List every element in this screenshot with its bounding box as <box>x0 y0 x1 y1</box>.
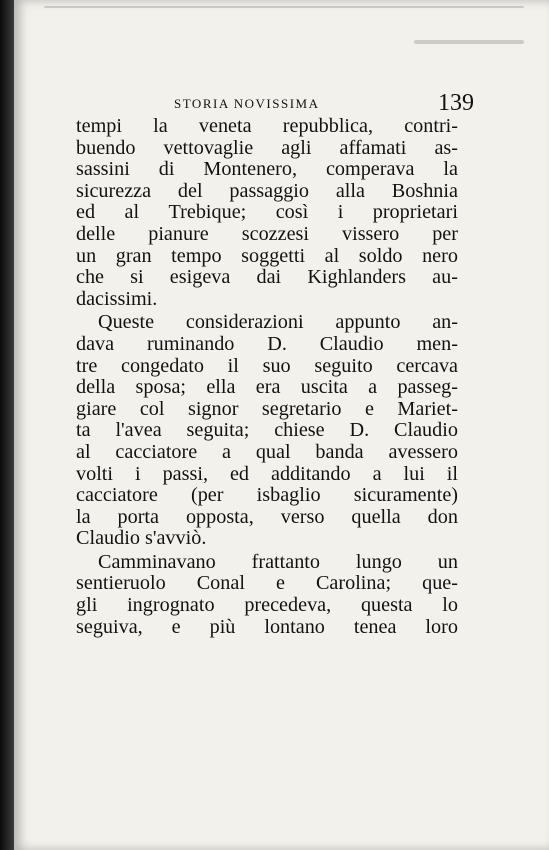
word: Claudio <box>394 419 458 442</box>
word: a <box>372 462 382 485</box>
word: si <box>130 266 144 289</box>
text-line <box>76 159 458 181</box>
word: cacciatore <box>76 484 158 507</box>
word: loro <box>425 615 458 638</box>
word: al <box>124 201 140 224</box>
text-line <box>76 595 458 617</box>
word: as- <box>434 136 458 159</box>
word: seguito <box>314 354 373 377</box>
word: Carolina; <box>315 572 392 595</box>
word: tre <box>76 354 98 377</box>
word: questa <box>360 594 413 617</box>
text-line <box>76 420 458 442</box>
word: veneta <box>198 115 252 137</box>
word: ruminando <box>146 332 235 355</box>
word: sassini <box>76 158 130 181</box>
word: Camminavano <box>98 550 216 573</box>
word: agli <box>281 136 312 159</box>
word: al <box>76 440 91 463</box>
word: tempi <box>76 115 122 137</box>
text-line <box>76 116 458 138</box>
word: proprietari <box>372 201 458 224</box>
word: della <box>76 376 116 399</box>
word: sposa; <box>135 376 187 399</box>
word: Claudio <box>319 332 384 355</box>
word: di <box>158 158 175 181</box>
word: col <box>139 397 165 420</box>
word: al <box>324 244 340 267</box>
text-line <box>76 224 458 246</box>
word: Montenero, <box>203 158 298 181</box>
word: repubblica, <box>282 115 374 137</box>
word: così <box>275 201 309 224</box>
word: del <box>177 179 203 202</box>
word: isbaglio <box>256 484 321 507</box>
word: la <box>76 505 91 528</box>
word: chiese <box>274 419 325 442</box>
word: gli <box>76 594 98 617</box>
word: alla <box>335 179 365 202</box>
word: un <box>76 244 97 267</box>
text-line <box>76 246 458 268</box>
word: vissero <box>342 222 400 245</box>
paper-smudge <box>414 40 524 44</box>
text-line <box>76 552 458 574</box>
word: precedeva, <box>244 594 332 617</box>
word: ella <box>206 376 236 399</box>
word: signor <box>187 397 239 420</box>
running-title: STORIA NOVISSIMA <box>174 96 320 111</box>
word: pianure <box>148 222 209 245</box>
word: la <box>443 158 458 181</box>
text-line <box>76 573 458 595</box>
word: frattanto <box>251 550 321 573</box>
word: era <box>255 376 281 399</box>
word: seguita; <box>186 419 250 442</box>
word: affamati <box>339 136 407 159</box>
word: quella <box>351 505 401 528</box>
word: lungo <box>355 550 402 573</box>
word: comperava <box>325 158 415 181</box>
word: au- <box>432 266 458 289</box>
word: per <box>432 222 458 245</box>
word: la <box>153 115 168 137</box>
word: passaggio <box>229 179 310 202</box>
word: (per <box>190 484 224 507</box>
word: e <box>275 572 285 595</box>
text-line <box>76 464 458 486</box>
word: dava <box>76 332 115 355</box>
text-line <box>76 442 458 464</box>
text-line <box>76 399 458 421</box>
word: giare <box>76 397 117 420</box>
word: più <box>209 615 236 638</box>
word: qual <box>255 440 291 463</box>
word: D. <box>267 332 287 355</box>
word: il <box>446 462 458 485</box>
word: lui <box>403 462 425 485</box>
word: scozzesi <box>241 222 310 245</box>
word: esigeva <box>169 266 231 289</box>
page-header <box>74 90 474 116</box>
word: men- <box>416 332 458 355</box>
paper-edge-mark <box>44 6 524 8</box>
word: cacciatore <box>115 440 198 463</box>
word: sicuramente) <box>353 484 458 507</box>
word: ingrognato <box>127 594 215 617</box>
word: appunto <box>335 311 401 334</box>
word: D. <box>349 419 370 442</box>
book-page <box>14 0 549 850</box>
page-number: 139 <box>438 90 474 116</box>
word: tenea <box>353 615 397 638</box>
word: an- <box>432 311 458 334</box>
word: che <box>76 266 105 289</box>
word: Mariet- <box>397 397 458 420</box>
word: i <box>134 462 141 485</box>
text-line <box>76 202 458 224</box>
word: l'avea <box>115 419 162 442</box>
word: passeg- <box>397 376 458 399</box>
word: Kighlanders <box>307 266 406 289</box>
word: additando <box>270 462 351 485</box>
text-line: Claudio s'avviò. <box>76 527 207 550</box>
word: soggetti <box>241 244 306 267</box>
word: porta <box>117 505 159 528</box>
word: ed <box>76 201 96 224</box>
text-line <box>76 267 458 289</box>
word: ta <box>76 419 91 442</box>
word: Trebique; <box>168 201 247 224</box>
word: soldo <box>358 244 403 267</box>
text-line <box>76 138 458 160</box>
word: lo <box>442 594 458 617</box>
text-line: dacissimi. <box>76 287 158 310</box>
word: tempo <box>171 244 222 267</box>
word: don <box>427 505 458 528</box>
word: lontano <box>264 615 325 638</box>
word: a <box>368 376 378 399</box>
word: considerazioni <box>185 311 304 334</box>
book-gutter-shadow <box>0 0 14 850</box>
word: Boshnia <box>391 179 458 202</box>
word: segretario <box>261 397 342 420</box>
word: opposta, <box>185 505 254 528</box>
word: ed <box>229 462 250 485</box>
word: a <box>222 440 231 463</box>
word: sentieruolo <box>76 572 166 595</box>
word: cercava <box>396 354 458 377</box>
word: Queste <box>98 311 155 334</box>
word: vettovaglie <box>163 136 254 159</box>
text-line <box>76 356 458 378</box>
body-text <box>76 116 458 638</box>
word: dai <box>256 266 282 289</box>
text-line <box>76 377 458 399</box>
text-line <box>76 334 458 356</box>
word: buendo <box>76 136 136 159</box>
word: avessero <box>388 440 458 463</box>
word: seguiva, <box>76 615 143 638</box>
word: gran <box>115 244 152 267</box>
text-line <box>76 507 458 529</box>
word: congedato <box>121 354 204 377</box>
word: banda <box>315 440 364 463</box>
word: i <box>337 201 344 224</box>
word: il <box>227 354 239 377</box>
text-line <box>76 485 458 507</box>
word: Conal <box>196 572 245 595</box>
text-line <box>76 181 458 203</box>
word: uscita <box>300 376 348 399</box>
word: e <box>364 397 374 420</box>
text-line <box>76 617 458 639</box>
word: e <box>171 615 181 638</box>
word: contri- <box>404 115 458 137</box>
word: passi, <box>162 462 208 485</box>
word: suo <box>262 354 291 377</box>
word: volti <box>76 462 114 485</box>
word: sicurezza <box>76 179 152 202</box>
word: nero <box>422 244 458 267</box>
word: un <box>437 550 458 573</box>
word: que- <box>422 572 458 595</box>
word: verso <box>280 505 325 528</box>
word: delle <box>76 222 116 245</box>
text-line <box>76 312 458 334</box>
